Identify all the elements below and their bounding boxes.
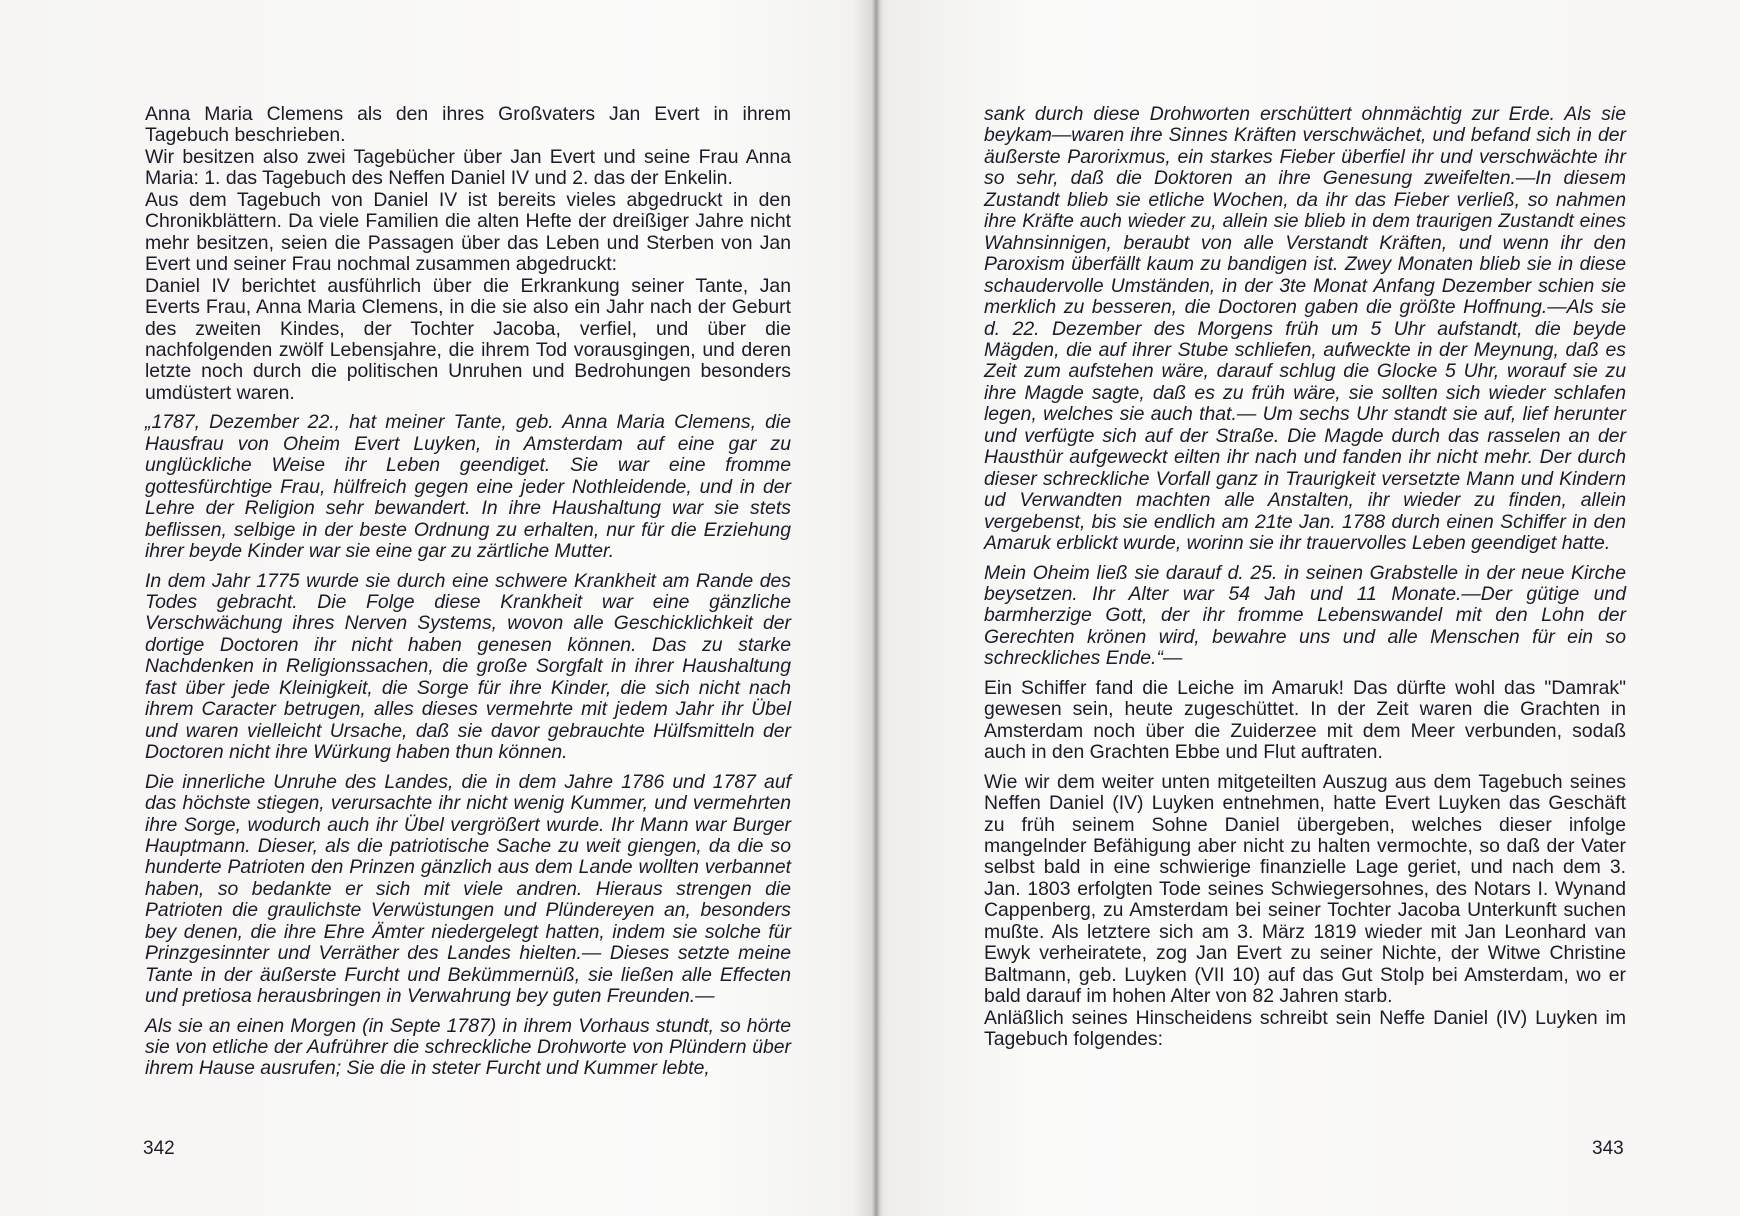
left-paragraph-3: Aus dem Tagebuch von Daniel IV ist bereits vieles abgedruckt in den Chronikblättern. Da viele Familien die alten Hefte der dreißiger Jahre nicht mehr besitzen, seien die Passagen über das Leben und Sterben von Jan Evert und seiner Frau nochmal zusammen abgedruckt: xyxy=(145,188,791,276)
left-paragraph-4: Daniel IV berichtet ausführlich über die Erkrankung seiner Tante, Jan Everts Frau, Anna Maria Clemens, in die sie also ein Jahr nach der Geburt des zweiten Kindes, der Tochter Jacoba, verfiel, und über die nachfolgenden zwölf Lebensjahre, die ihrem Tod vorausgingen, und deren letzte noch durch die politischen Unruhen und Bedrohungen besonders umdüstert waren. xyxy=(145,274,791,404)
left-paragraph-1: Anna Maria Clemens als den ihres Großvaters Jan Evert in ihrem Tagebuch beschrieben. xyxy=(145,103,791,147)
left-paragraph-8: Als sie an einen Morgen (in Septe 1787) in ihrem Vorhaus stundt, so hörte sie von etliche der Aufrührer die schreckliche Drohworte von Plündern über ihrem Hause ausrufen; Sie die in steter Furcht und Kummer lebte, xyxy=(145,1014,791,1080)
right-paragraph-2: Mein Oheim ließ sie darauf d. 25. in seinen Grabstelle in der neue Kirche beysetzen. Ihr Alter war 54 Jah und 11 Monate.—Der gütige und barmherzige Gott, der ihr fromme Lebenswandel mit den Lohn der Gerechten krönen wird, bewahre uns und alle Menschen für ein so schreckliches Ende.“— xyxy=(984,561,1626,670)
left-paragraph-7: Die innerliche Unruhe des Landes, die in dem Jahre 1786 und 1787 auf das höchste stiegen, verursachte ihr nicht wenig Kummer, und vermehrten ihre Sorge, wodurch auch ihr Übel vergrößert wurde. Ihr Mann war Burger Hauptmann. Dieser, als die patriotische Sache zu weit giengen, da die so hunderte Patrioten den Prinzen gänzlich aus dem Lande wollten verbannet haben, so bedankte er sich mit viele andren. Hieraus strengen die Patrioten die graulichste Verwüstungen und Plündereyen an, besonders bey denen, die ihre Ehre Ämter niedergelegt hatten, indem sie solche für Prinzgesinnter und Verräther des Landes hielten.— Dieses setzte meine Tante in der äußerste Furcht und Bekümmernüß, sie ließen alle Effecten und pretiosa herausbringen in Verwahrung bey guten Freunden.— xyxy=(145,770,791,1008)
left-paragraph-2: Wir besitzen also zwei Tagebücher über Jan Evert und seine Frau Anna Maria: 1. das Tagebuch des Neffen Daniel IV und 2. das der Enkelin. xyxy=(145,145,791,190)
page-number-right: 343 xyxy=(1592,1138,1624,1159)
left-page-text xyxy=(145,104,791,1088)
left-paragraph-5: „1787, Dezember 22., hat meiner Tante, geb. Anna Maria Clemens, die Hausfrau von Oheim Evert Luyken, in Amsterdam auf eine gar zu unglückliche Weise ihr Leben geendiget. Sie war eine fromme gottesfürchtige Frau, hülfreich gegen eine jeder Nothleidende, und in der Lehre der Religion sehr bewandert. In ihre Haushaltung war sie stets beflissen, selbige in der beste Ordnung zu erhalten, nur für die Erziehung ihrer beyde Kinder war sie eine gar zu zärtliche Mutter. xyxy=(145,411,791,563)
right-paragraph-3: Ein Schiffer fand die Leiche im Amaruk! Das dürfte wohl das "Damrak" gewesen sein, heute zugeschüttet. In der Zeit waren die Grachten in Amsterdam noch über die Zuiderzee mit dem Meer verbunden, sodaß auch in den Grachten Ebbe und Flut auftraten. xyxy=(984,676,1626,764)
page-number-left: 342 xyxy=(143,1138,175,1159)
left-paragraph-6: In dem Jahr 1775 wurde sie durch eine schwere Krankheit am Rande des Todes gebracht. Die Folge diese Krankheit war eine gänzliche Verschwächung ihres Nerven Systems, wovon alle Geschicklichkeit der dortige Doctoren ihr nicht haben genesen können. Das zu starke Nachdenken in Religionssachen, die große Sorgfalt in ihrer Haushaltung fast über jede Kleinigkeit, die Sorge für ihre Kinder, die sich nicht nach ihrem Caracter betrugen, alles dieses vermehrte mit jedem Jahr ihr Übel und waren vielleicht Ursache, daß sie davor gebrauchte Hülfsmitteln der Doctoren nicht ihre Würkung haben thun können. xyxy=(145,569,791,764)
right-paragraph-1: sank durch diese Drohworten erschüttert ohnmächtig zur Erde. Als sie beykam—waren ihre Sinnes Kräften verschwächet, und befand sich in der äußerste Parorixmus, ein starkes Fieber überfiel ihr und verschwächte ihr so sehr, daß die Doktoren an ihre Genesung zweifelten.—In diesem Zustandt blieb sie etliche Wochen, da ihr das Fieber verließ, so nahmen ihre Kräfte auch wieder zu, allein sie blieb in dem traurigen Zustandt eines Wahnsinnigen, beraubt von alle Verstandt Kräften, und wenn ihr den Paroxism überfällt kaum zu bandigen ist. Zwey Monaten blieb sie in diese schaudervolle Umständen, in der 3te Monat Anfang Dezember schien sie merklich zu besseren, die Doctoren gaben die größte Hoffnung.—Als sie d. 22. Dezember des Morgens früh um 5 Uhr aufstandt, die beyde Mägden, die auf ihrer Stube schliefen, aufweckte in der Meynung, daß es Zeit zum aufstehen wäre, darauf schlug die Glocke 5 Uhr, worauf sie zu ihre Magde sagte, daß es zu früh wäre, sie sollten sich wieder schlafen legen, welches sie auch that.— Um sechs Uhr standt sie auf, lief herunter und verfügte sich auf der Straße. Die Magde durch das rasselen an der Hausthür aufgeweckt eilten ihr nach und fanden ihr nicht mehr. Der durch dieser schreckliche Vorfall ganz in Traurigkeit versetzte Mann und Kindern ud Verwandten machten alle Anstalten, ihr wieder zu finden, allein vergebenst, bis sie endlich am 21te Jan. 1788 durch einen Schiffer in den Amaruk erblickt wurde, worinn sie ihr trauervolles Leben geendiget hatte. xyxy=(984,103,1626,555)
right-paragraph-4: Wie wir dem weiter unten mitgeteilten Auszug aus dem Tagebuch seines Neffen Daniel (IV) Luyken entnehmen, hatte Evert Luyken das Geschäft zu früh seinem Sohne Daniel übergeben, welches dieser infolge mangelnder Befähigung aber nicht zu halten vermochte, so daß der Vater selbst bald in eine schwierige finanzielle Lage geriet, und nach dem 3. Jan. 1803 erfolgten Tode seines Schwiegersohnes, des Notars I. Wynand Cappenberg, zu Amsterdam bei seiner Tochter Jacoba Unterkunft suchen mußte. Als letztere sich am 3. März 1819 wieder mit Jan Leonhard van Ewyk verheiratete, zog Jan Evert zu seiner Nichte, der Witwe Christine Baltmann, geb. Luyken (VII 10) auf das Gut Stolp bei Amsterdam, wo er bald darauf im hohen Alter von 82 Jahren starb. xyxy=(984,770,1626,1008)
right-page-text xyxy=(984,104,1626,1058)
book-gutter xyxy=(872,0,882,1216)
right-paragraph-5: Anläßlich seines Hinscheidens schreibt sein Neffe Daniel (IV) Luyken im Tagebuch folgendes: xyxy=(984,1006,1626,1051)
